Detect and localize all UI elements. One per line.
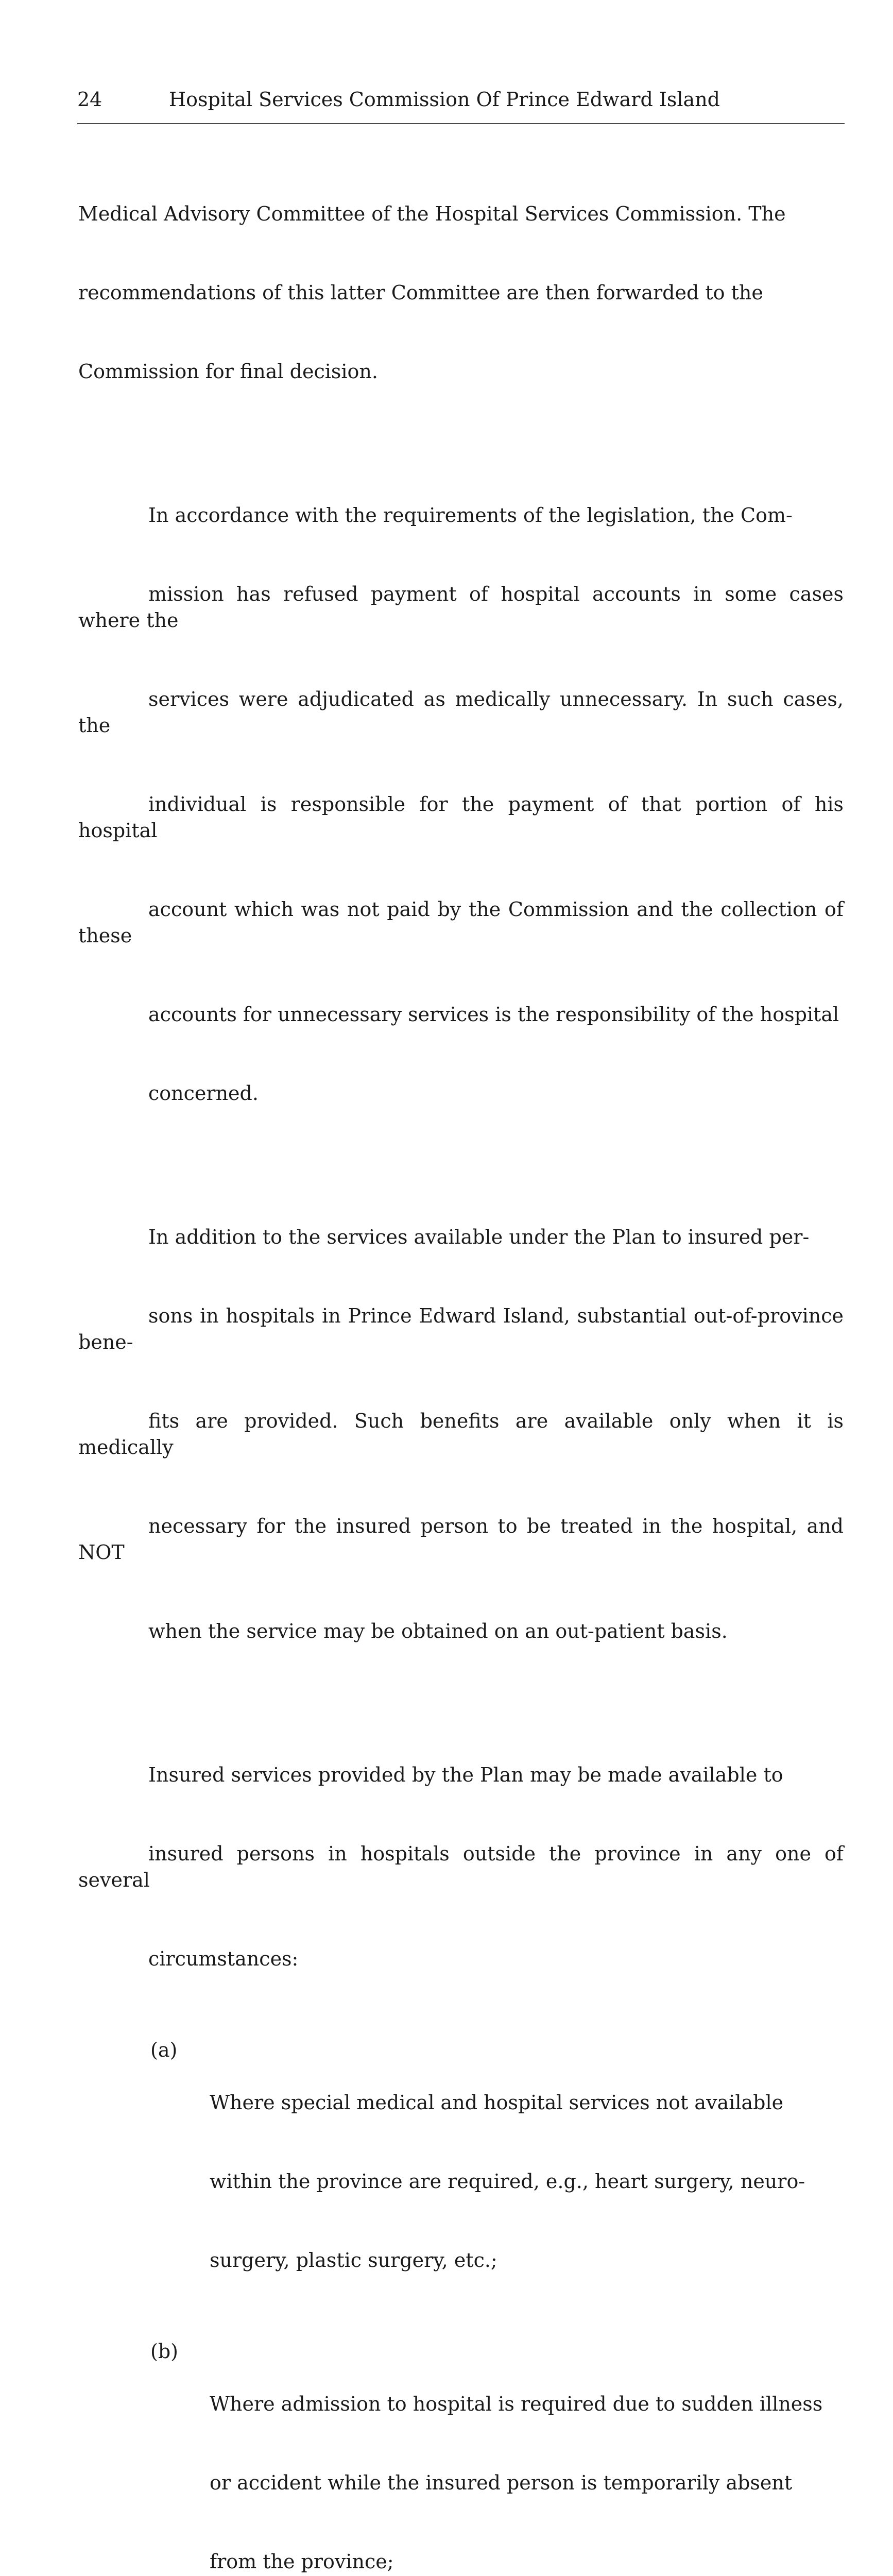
text-line: or accident while the insured person is temporarily absent: [210, 2471, 793, 2494]
text-line: mission has refused payment of hospital accounts in some cases where the: [78, 583, 850, 632]
text-line: surgery, plastic surgery, etc.;: [210, 2249, 497, 2272]
list-item-b: [150, 2338, 844, 2576]
text-line: within the province are required, e.g., heart surgery, neuro-: [210, 2170, 805, 2193]
text-line: concerned.: [148, 1082, 259, 1105]
page-header: [77, 87, 845, 112]
text-line: Commission for final decision.: [78, 360, 378, 383]
paragraph-4: [78, 1709, 850, 2025]
text-line: circumstances:: [148, 1947, 299, 1970]
page-number: 24: [77, 88, 102, 111]
text-line: Where admission to hospital is required due to sudden illness: [210, 2393, 823, 2415]
text-line: when the service may be obtained on an out-patient basis.: [148, 1620, 728, 1642]
header-rule: [77, 123, 845, 124]
paragraph-3: [78, 1172, 850, 1697]
text-line: recommendations of this latter Committee are then forwarded to the: [78, 281, 763, 304]
text-line: sons in hospitals in Prince Edward Island, substantial out-of-province bene-: [78, 1304, 850, 1353]
text-line: In accordance with the requirements of the legislation, the Com-: [148, 504, 793, 527]
list-item-text: [210, 2338, 844, 2576]
text-line: In addition to the services available under the Plan to insured per-: [148, 1226, 810, 1248]
list-item-label: (b): [150, 2340, 178, 2363]
text-line: account which was not paid by the Commission and the collection of these: [78, 898, 850, 947]
text-line: necessary for the insured person to be treated in the hospital, and NOT: [78, 1515, 850, 1564]
text-line: from the province;: [210, 2550, 394, 2573]
text-line: Where special medical and hospital services not available: [210, 2091, 784, 2114]
text-line: fits are provided. Such benefits are available only when it is medically: [78, 1410, 850, 1459]
paragraph-1: [78, 148, 844, 437]
text-line: Medical Advisory Committee of the Hospital Services Commission. The: [78, 202, 786, 225]
list-item-a: [150, 2037, 844, 2326]
text-line: services were adjudicated as medically unnecessary. In such cases, the: [78, 688, 850, 737]
running-title: Hospital Services Commission Of Prince Edward Island: [169, 88, 720, 111]
paragraph-2: [78, 450, 850, 1159]
list-item-label: (a): [150, 2039, 178, 2061]
list-item-text: [210, 2037, 844, 2326]
text-line: Insured services provided by the Plan may be made available to: [148, 1764, 783, 1786]
text-line: individual is responsible for the payment of that portion of his hospital: [78, 793, 850, 842]
text-line: insured persons in hospitals outside the province in any one of several: [78, 1842, 850, 1891]
document-body: [78, 148, 850, 2576]
text-line: accounts for unnecessary services is the responsibility of the hospital: [148, 1003, 839, 1026]
